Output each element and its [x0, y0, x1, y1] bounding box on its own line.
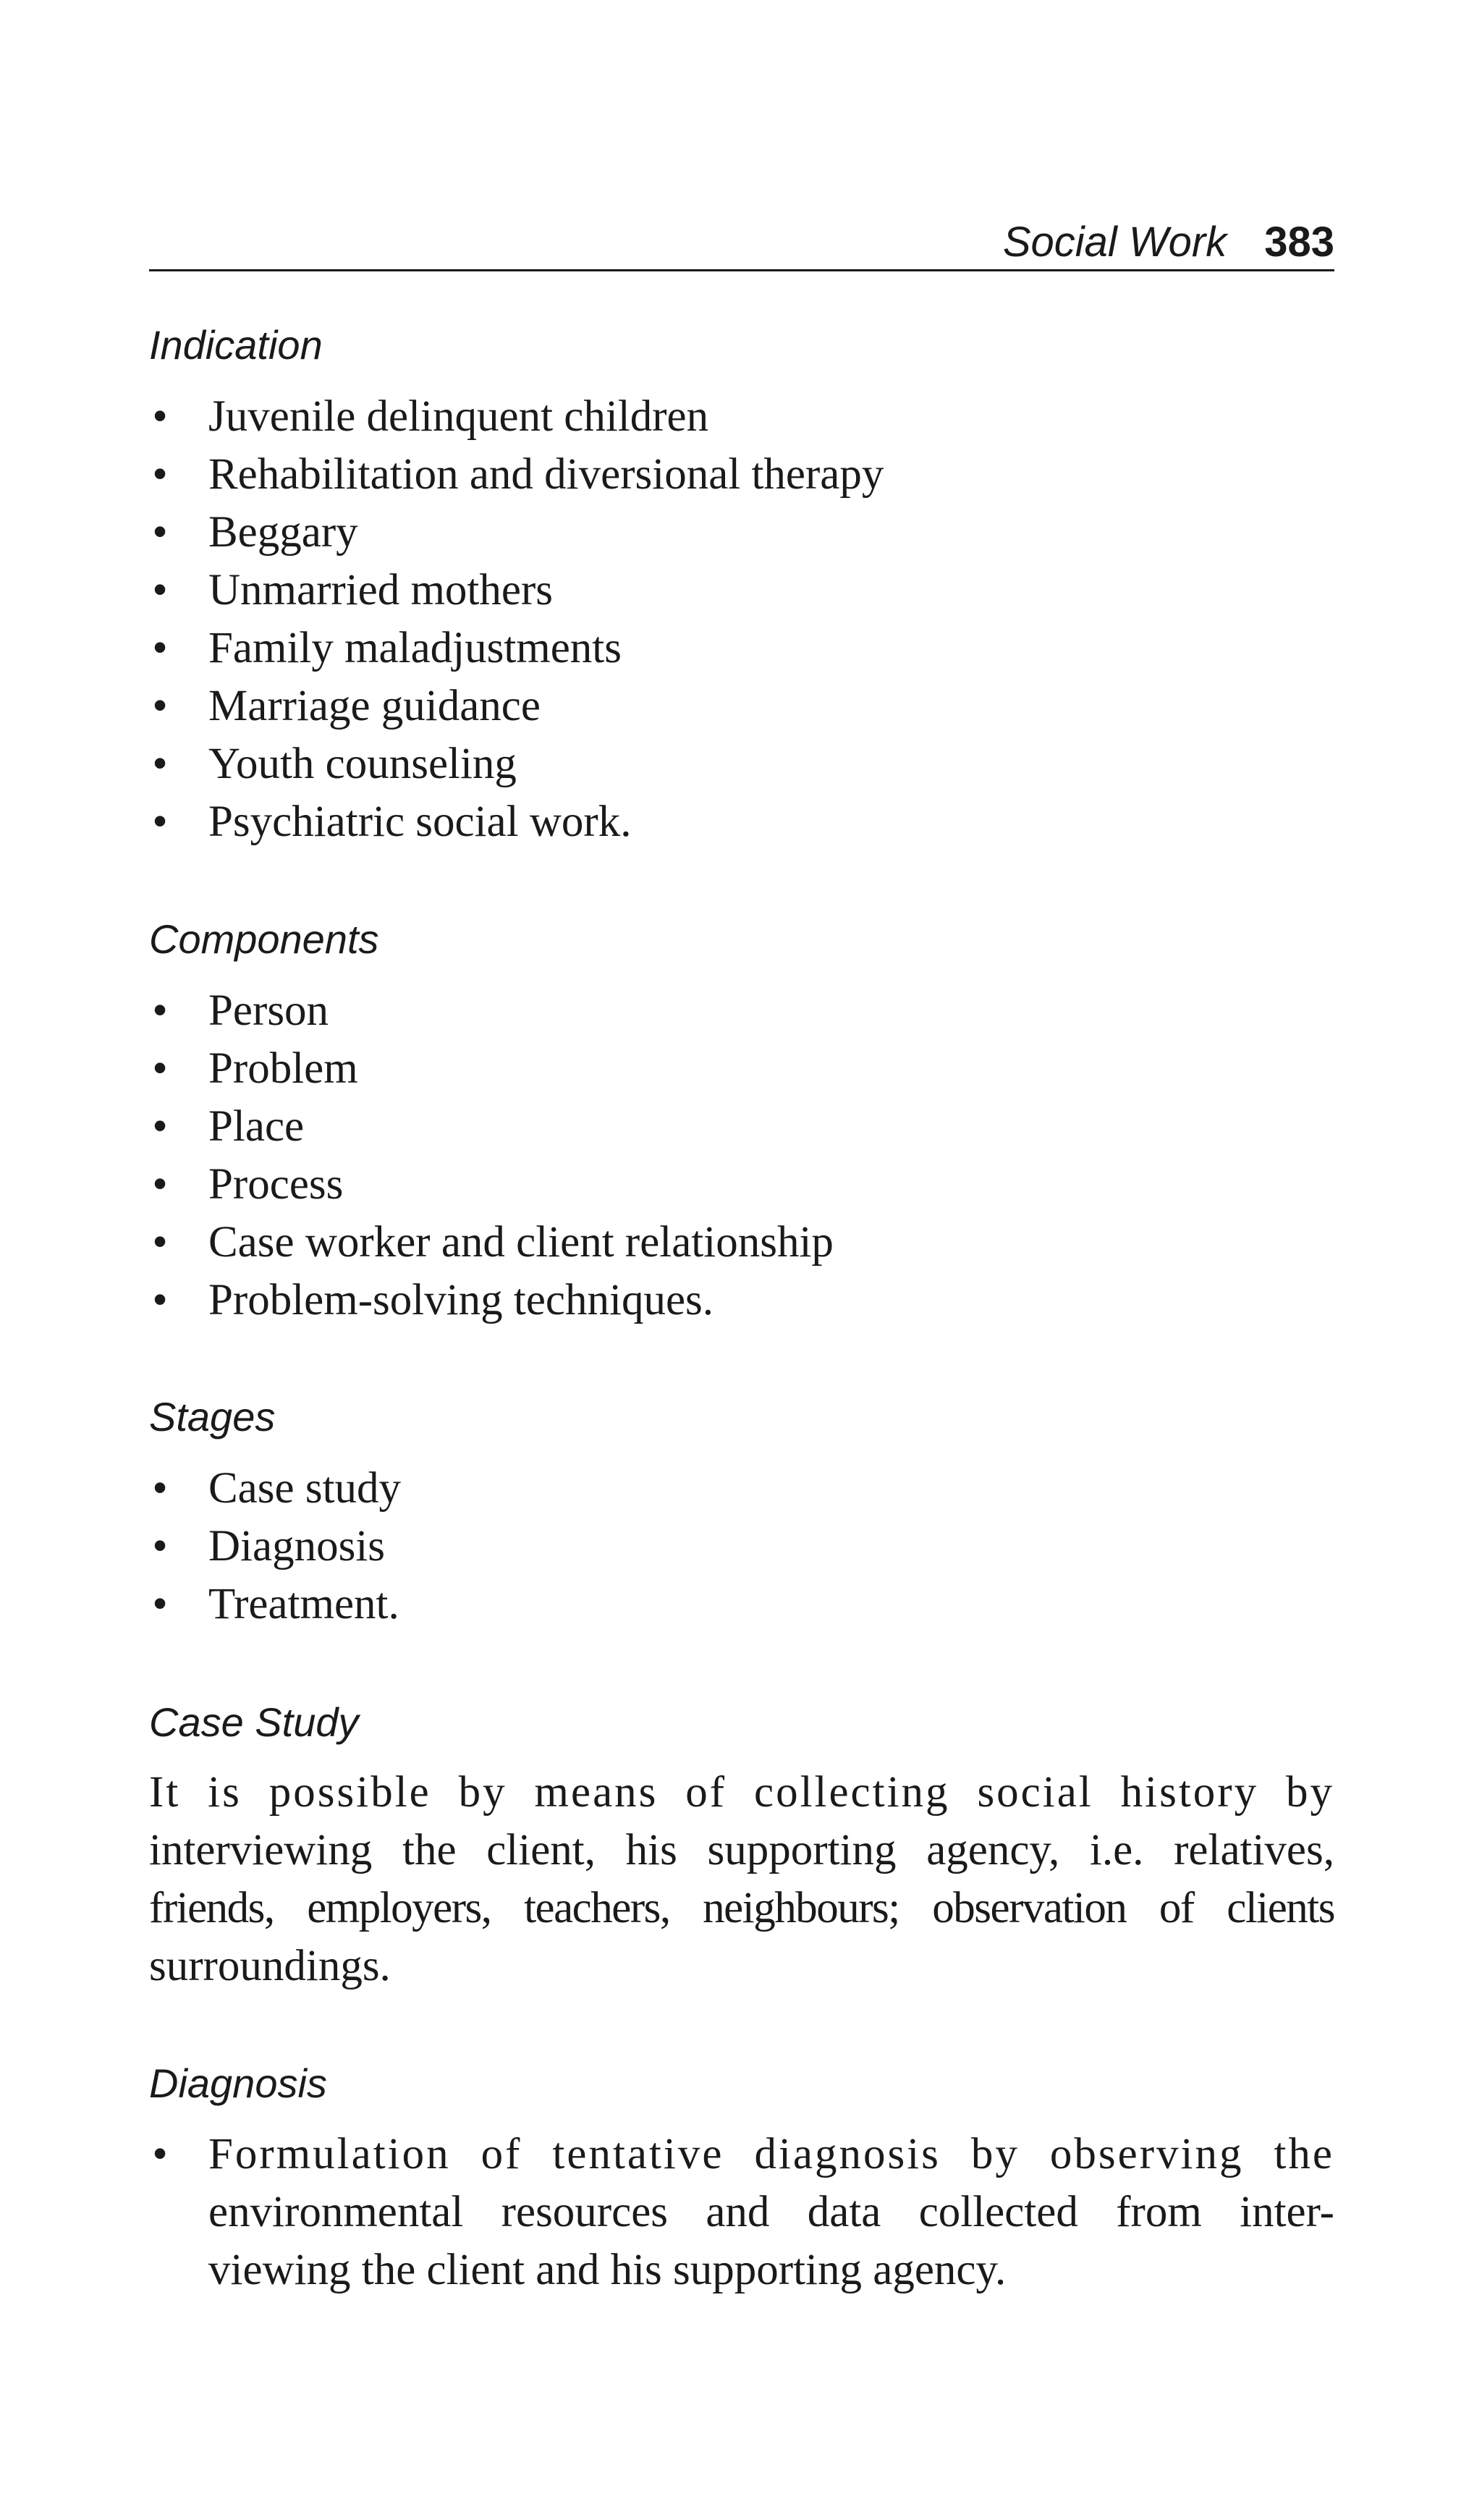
- list-item: • Place: [149, 1098, 1334, 1156]
- components-list: [149, 982, 1334, 1329]
- page-number: 383: [1264, 219, 1334, 266]
- bullet-icon: •: [152, 1160, 168, 1209]
- paragraph-line: interviewing the client, his supporting agency, i.e. relatives,: [149, 1826, 1334, 1874]
- list-item: • Diagnosis: [149, 1518, 1334, 1576]
- list-item: • Problem: [149, 1040, 1334, 1098]
- paragraph-line: It is possible by means of collecting social history by: [149, 1768, 1334, 1817]
- running-title: Social Work: [1002, 219, 1227, 266]
- bullet-icon: •: [152, 1464, 168, 1513]
- bullet-icon: •: [152, 1522, 168, 1570]
- list-item: • Youth counseling: [149, 735, 1334, 793]
- bullet-icon: •: [152, 1102, 168, 1151]
- components-heading: Components: [149, 916, 379, 962]
- bullet-icon: •: [152, 566, 168, 614]
- list-item: • Family maladjustments: [149, 620, 1334, 677]
- bullet-icon: •: [152, 450, 168, 499]
- list-item: • Rehabilitation and diversional therapy: [149, 446, 1334, 504]
- header-rule: [149, 269, 1334, 271]
- paragraph-line: surroundings.: [149, 1942, 391, 1990]
- paragraph-line: environmental resources and data collected from inter-: [208, 2188, 1334, 2236]
- stages-list: [149, 1460, 1334, 1633]
- list-item: • Unmarried mothers: [149, 562, 1334, 620]
- bullet-icon: •: [152, 2130, 168, 2178]
- bullet-icon: •: [152, 740, 168, 788]
- list-item: • Treatment.: [149, 1576, 1334, 1633]
- list-item: • Juvenile delinquent children: [149, 388, 1334, 446]
- stages-heading: Stages: [149, 1394, 276, 1439]
- diagnosis-heading: Diagnosis: [149, 2060, 327, 2106]
- list-item: [149, 2126, 1334, 2299]
- bullet-icon: •: [152, 986, 168, 1035]
- bullet-icon: •: [152, 1276, 168, 1324]
- bullet-icon: •: [152, 1044, 168, 1093]
- bullet-icon: •: [152, 624, 168, 672]
- bullet-icon: •: [152, 682, 168, 730]
- running-head: [1003, 210, 1334, 275]
- indication-heading: Indication: [149, 322, 323, 368]
- paragraph-line: friends, employers, teachers, neighbours; observation of clients: [149, 1884, 1334, 1932]
- bullet-icon: •: [152, 508, 168, 557]
- paragraph-line: Formulation of tentative diagnosis by observing the: [208, 2130, 1334, 2178]
- case-study-heading: Case Study: [149, 1699, 359, 1745]
- bullet-icon: •: [152, 798, 168, 846]
- paragraph-line: viewing the client and his supporting agency.: [208, 2246, 1007, 2294]
- case-study-paragraph: [149, 1764, 1334, 1995]
- bullet-icon: •: [152, 1218, 168, 1267]
- list-item: • Process: [149, 1156, 1334, 1214]
- list-item: • Marriage guidance: [149, 677, 1334, 735]
- list-item: • Case worker and client relationship: [149, 1214, 1334, 1272]
- indication-list: [149, 388, 1334, 851]
- diagnosis-list: [149, 2126, 1334, 2299]
- list-item: • Person: [149, 982, 1334, 1040]
- bullet-icon: •: [152, 392, 168, 441]
- list-item: • Beggary: [149, 504, 1334, 562]
- bullet-icon: •: [152, 1580, 168, 1628]
- list-item: • Psychiatric social work.: [149, 793, 1334, 851]
- list-item: • Case study: [149, 1460, 1334, 1518]
- list-item: • Problem-solving techniques.: [149, 1272, 1334, 1329]
